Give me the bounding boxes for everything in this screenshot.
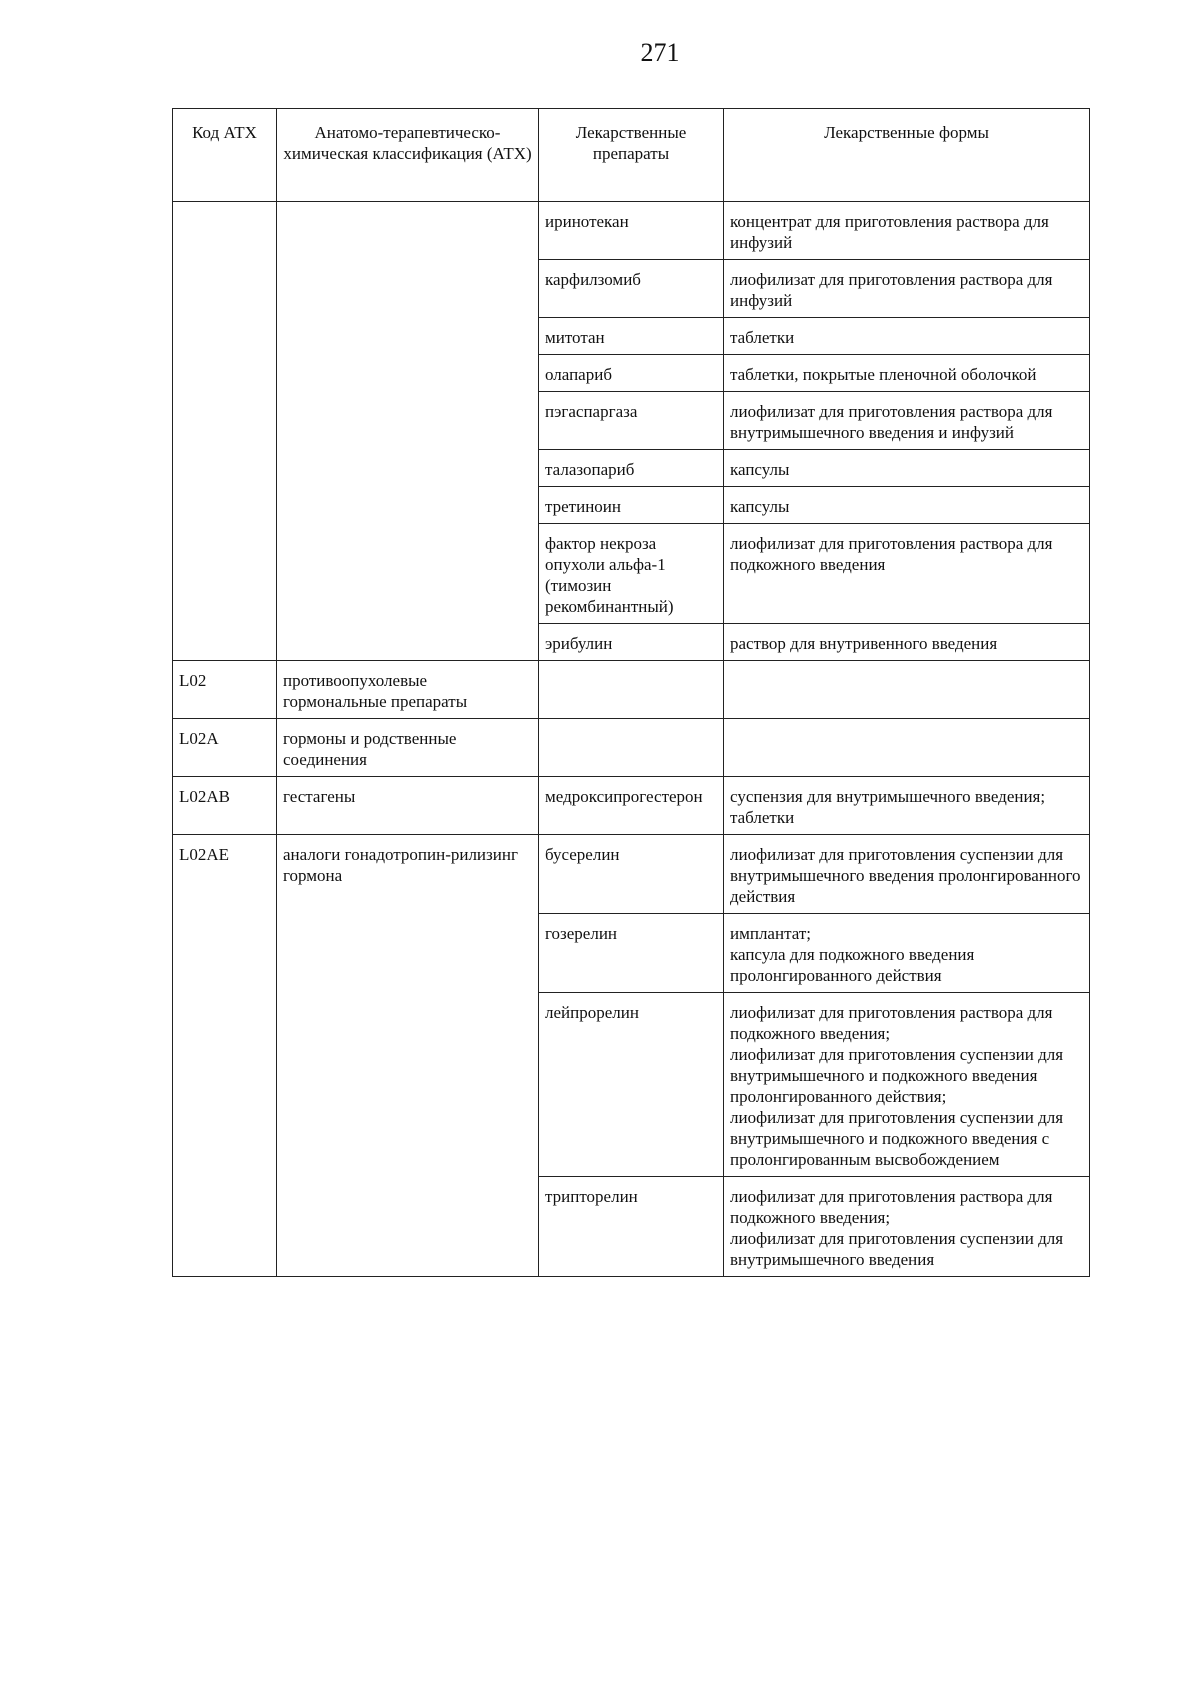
drug-cell [539,260,724,318]
table-row [173,777,1090,835]
forms-cell [724,392,1090,450]
drug-cell [539,661,724,719]
drug-name: лейпрорелин [545,1003,639,1022]
dosage-form: таблетки [730,808,795,827]
code-cell [173,777,277,835]
drug-name: бусерелин [545,845,620,864]
forms-cell [724,450,1090,487]
forms-cell [724,487,1090,524]
drug-name: пэгаспаргаза [545,402,638,421]
classification-cell [277,661,539,719]
forms-cell [724,835,1090,914]
drug-name: олапариб [545,365,612,384]
drug-name: талазопариб [545,460,635,479]
atx-code: L02 [179,671,207,690]
code-cell [173,719,277,777]
dosage-form: лиофилизат для приготовления суспензии для внутримышечного и подкожного введения с пролонгированным высвобождением [730,1108,1064,1169]
forms-cell [724,777,1090,835]
dosage-form: лиофилизат для приготовления суспензии для внутримышечного введения [730,1229,1064,1269]
atx-code: L02AB [179,787,230,806]
code-cell [173,835,277,1277]
drug-name: карфилзомиб [545,270,641,289]
dosage-form: имплантат; [730,924,811,943]
dosage-form: капсулы [730,460,790,479]
atx-table [172,108,1090,1277]
forms-cell [724,260,1090,318]
drug-cell [539,487,724,524]
drug-cell [539,1177,724,1277]
code-cell [173,202,277,661]
forms-cell [724,624,1090,661]
drug-cell [539,624,724,661]
drug-cell [539,719,724,777]
dosage-form: лиофилизат для приготовления суспензии для внутримышечного и подкожного введения пролонгированного действия; [730,1045,1064,1106]
forms-cell [724,914,1090,993]
drug-cell [539,914,724,993]
drug-name: медроксипрогестерон [545,787,703,806]
dosage-form: концентрат для приготовления раствора для инфузий [730,212,1049,252]
atx-classification: противоопухолевые гормональные препараты [283,671,468,711]
forms-cell [724,1177,1090,1277]
dosage-form: таблетки [730,328,795,347]
drug-cell [539,450,724,487]
header-forms: Лекарственные формы [724,109,1090,202]
header-code: Код АТХ [173,109,277,202]
drug-name: митотан [545,328,605,347]
classification-cell [277,202,539,661]
dosage-form: капсулы [730,497,790,516]
drug-name: иринотекан [545,212,629,231]
drug-name: гозерелин [545,924,618,943]
header-classification: Анатомо-терапевтическо-химическая классификация (АТХ) [277,109,539,202]
dosage-form: лиофилизат для приготовления раствора для внутримышечного введения и инфузий [730,402,1053,442]
dosage-form: лиофилизат для приготовления суспензии для внутримышечного введения пролонгированного действия [730,845,1081,906]
table-header-row [173,109,1090,202]
classification-cell [277,835,539,1277]
table-row [173,835,1090,914]
atx-classification: гормоны и родственные соединения [283,729,457,769]
atx-classification: аналоги гонадотропин-рилизинг гормона [283,845,518,885]
drug-name: фактор некроза опухоли альфа-1 (тимозин рекомбинантный) [545,534,674,616]
header-drugs: Лекарственные препараты [539,109,724,202]
drug-cell [539,835,724,914]
table-row [173,202,1090,260]
drug-name: трипторелин [545,1187,638,1206]
classification-cell [277,777,539,835]
dosage-form: раствор для внутривенного введения [730,634,998,653]
drug-name: эрибулин [545,634,613,653]
drug-name: третиноин [545,497,622,516]
classification-cell [277,719,539,777]
code-cell [173,661,277,719]
table-row [173,719,1090,777]
page-number: 271 [640,38,680,67]
atx-code: L02A [179,729,219,748]
forms-cell [724,524,1090,624]
forms-cell [724,202,1090,260]
drug-cell [539,392,724,450]
dosage-form: суспензия для внутримышечного введения; [730,787,1046,806]
forms-cell [724,719,1090,777]
table-body [173,202,1090,1277]
drug-cell [539,777,724,835]
forms-cell [724,318,1090,355]
drug-cell [539,318,724,355]
drug-cell [539,355,724,392]
dosage-form: лиофилизат для приготовления раствора для подкожного введения; [730,1003,1053,1043]
atx-code: L02AE [179,845,230,864]
dosage-form: лиофилизат для приготовления раствора для подкожного введения [730,534,1053,574]
dosage-form: таблетки, покрытые пленочной оболочкой [730,365,1037,384]
dosage-form: лиофилизат для приготовления раствора для инфузий [730,270,1053,310]
forms-cell [724,993,1090,1177]
forms-cell [724,661,1090,719]
dosage-form: капсула для подкожного введения пролонгированного действия [730,945,975,985]
dosage-form: лиофилизат для приготовления раствора для подкожного введения; [730,1187,1053,1227]
drug-cell [539,202,724,260]
table-row [173,661,1090,719]
atx-classification: гестагены [283,787,356,806]
forms-cell [724,355,1090,392]
drug-cell [539,524,724,624]
drug-cell [539,993,724,1177]
